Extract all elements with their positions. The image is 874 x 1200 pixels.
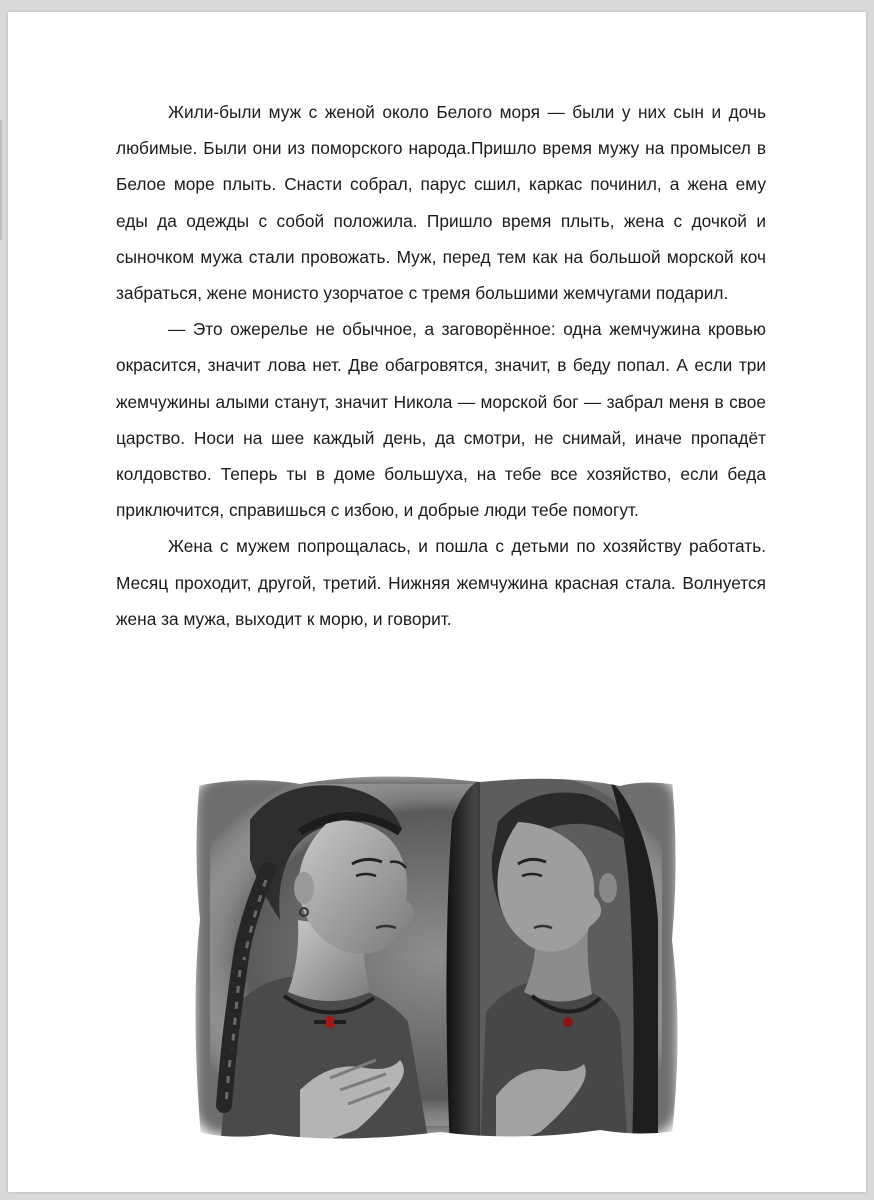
book-page [8, 12, 866, 1192]
illustration-woman-mirror [180, 760, 692, 1150]
paragraph-3: Жена с мужем попрощалась, и пошла с детьми по хозяйству работать. Месяц проходит, другой, третий. Нижняя жемчужина красная стала. Волнуется жена за мужа, выходит к морю, и говорит. [116, 536, 766, 629]
story-text [116, 94, 766, 637]
paragraph-1: Жили-были муж с женой около Белого моря — были у них сын и дочь любимые. Были они из поморского народа.Пришло время мужу на промысел в Белое море плыть. Снасти собрал, парус сшил, каркас починил, а жена ему еды да одежды с собой положила. Пришло время плыть, жена с дочкой и сыночком мужа стали провожать. Муж, перед тем как на большой морской коч забраться, жене монисто узорчатое с тремя большими жемчугами подарил. [116, 102, 766, 304]
window-edge [0, 120, 2, 240]
paragraph-2: — Это ожерелье не обычное, а заговорённое: одна жемчужина кровью окрасится, значит лова нет. Две обагровятся, значит, в беду попал. А если три жемчужины алыми станут, значит Никола — морской бог — забрал меня в свое царство. Носи на шее каждый день, да смотри, не снимай, иначе пропадёт колдовство. Теперь ты в доме большуха, на тебе все хозяйство, если беда приключится, справишься с избою, и добрые люди тебе помогут. [116, 319, 766, 521]
